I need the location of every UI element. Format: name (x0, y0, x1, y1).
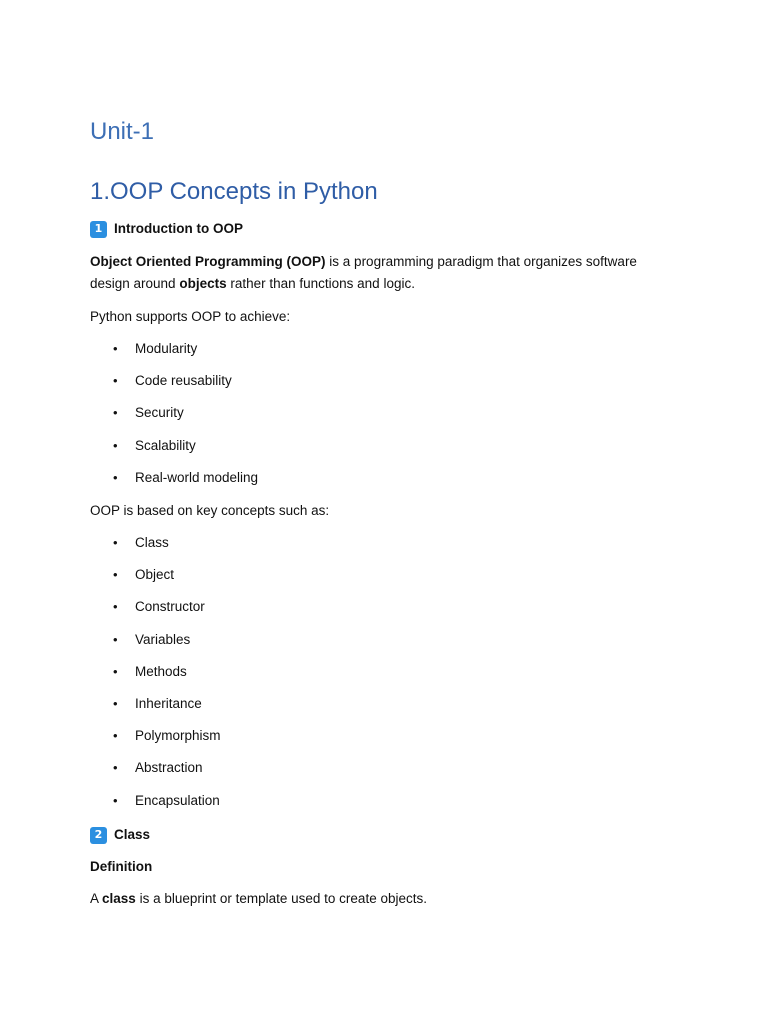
number-two-badge-icon: 2 (90, 827, 107, 844)
bullet-icon: • (113, 728, 118, 744)
paragraph-text: A (90, 891, 103, 906)
section-heading-class (90, 826, 150, 844)
bullet-icon: • (113, 567, 118, 583)
paragraph-text: is a blueprint or template used to create objects. (135, 891, 427, 906)
section-heading-label: Introduction to OOP (114, 221, 243, 236)
bullet-icon: • (113, 437, 118, 453)
oop-term: Object Oriented Programming (OOP) (90, 254, 326, 269)
section-heading-introduction (90, 220, 243, 238)
bullet-icon: • (113, 341, 118, 356)
section-heading-label: Class (114, 827, 151, 842)
bullet-icon: • (113, 469, 118, 485)
definition-label: Definition (90, 859, 153, 874)
bullet-icon: • (113, 405, 118, 421)
key-concepts-paragraph: OOP is based on key concepts such as: (90, 503, 330, 518)
python-supports-paragraph: Python supports OOP to achieve: (90, 309, 291, 324)
bullet-icon: • (113, 663, 118, 679)
bullet-icon: • (113, 373, 118, 389)
objects-term: objects (179, 276, 227, 291)
bullet-icon: • (113, 599, 118, 615)
chapter-title: 1.OOP Concepts in Python (90, 178, 378, 205)
number-one-badge-icon: 1 (90, 221, 107, 238)
class-term: class (102, 891, 136, 906)
oop-definition-paragraph (90, 251, 680, 295)
paragraph-text: is a programming paradigm that organizes software design around (90, 254, 637, 291)
bullet-icon: • (113, 695, 118, 711)
unit-title: Unit-1 (90, 118, 155, 145)
paragraph-text: rather than functions and logic. (226, 276, 415, 291)
bullet-icon: • (113, 535, 118, 550)
bullet-icon: • (113, 631, 118, 647)
bullet-icon: • (113, 792, 118, 808)
class-definition-paragraph (90, 888, 680, 910)
bullet-icon: • (113, 760, 118, 776)
